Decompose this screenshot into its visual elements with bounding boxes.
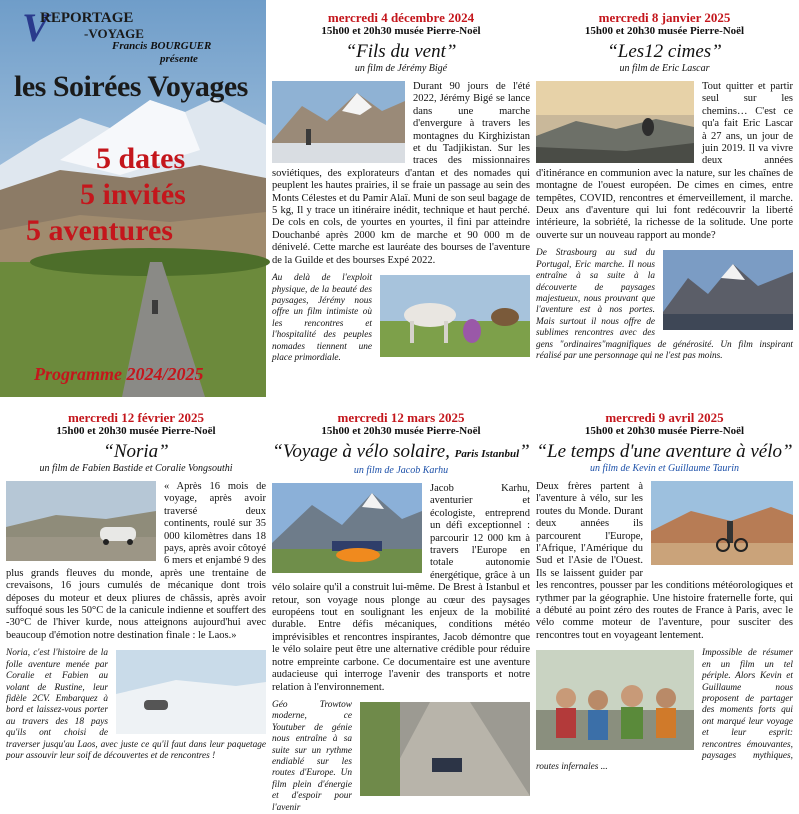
event-note-block <box>536 248 793 362</box>
programme-label: Programme 2024/2025 <box>34 364 204 384</box>
event-date: mercredi 4 décembre 2024 <box>327 10 475 25</box>
summit-sunset-photo <box>536 81 694 163</box>
snow-car-photo <box>116 650 266 734</box>
event-text: Tout quitter et partir seul sur les chemins… C'est ce qu'a fait Eric Lascar à 27 ans, un jour de juin 2019. Il va vivre deux années d'itinérance en communion avec la nature, sur les chaînes de montagne de l'ouest européen. De cimes en cimes, entre tempêtes, COVID, rencontres et émerveillement, il marche. Deux ans d'aventure qui lui font redécouvrir la liberté intérieure, la sobriété, la richesse de la solitude. Une porte ouverte sur un nouveau rapport au monde? <box>536 81 793 241</box>
event-text: Deux frères partent à l'aventure à vélo, sur les routes du Monde. Durant deux années ils parcourent l'Europe, l'Afrique, l'Amérique du Sud et l'Asie de l'Ouest. Ils se laissent guider par les rencontres, pousser par les conditions météorologiques et rythmer par la géographie. Une histoire fraternelle forte, qui a débuté au point zéro des routes de France à Paris, avec le vélo comme moteur de l'aventure, pour susciter des rencontres tout en voyageant lentement. <box>536 481 793 641</box>
event-date: mercredi 12 mars 2025 <box>337 410 465 425</box>
event-text: Durant 90 jours de l'été 2022, Jérémy Bigé se lance dans une marche d'envergure à travers les montagnes du Kirghizistan et du Tadjikistan. Sur les traces des missionnaires soviétiques, des explorateurs d'antan et des nomades qui peuplent les hautes prairies, il se fraie un passage au sein des Monts Célestes et du Pamir Alaï. Muni de son seul bagage de 5 kg, Il y trace un itinéraire inédit, technique et haut perché. De cols en cols, de yourtes en yourtes, il fini par atteindre Douchanbé après 2000 km de marche et 90 000 m de dénivelé. Cette marche est lauréate des bourses de l'aventure de la Guilde et des bourses Expé 2022. <box>272 81 530 266</box>
event-time: 15h00 et 20h30 musée Pierre-Noël <box>56 425 216 437</box>
mountain-hiker-photo <box>272 81 405 163</box>
event-credit: un film de Fabien Bastide et Coralie Vongsouthi <box>39 463 233 474</box>
event-note-block <box>536 648 793 773</box>
cover-author: Francis BOURGUER <box>112 40 212 52</box>
event-credit: un film de Kevin et Guillaume Taurin <box>589 463 740 474</box>
cover-panel <box>0 0 266 397</box>
event-note: De Strasbourg au sud du Portugal, Eric marche. Il nous entraîne à sa suite à la découverte de paysages majestueux, nous prouvant que l'aventure est à nos portes. Mais surtout il nous offre de sublimes rencontres avec des gens "ordinaires"magnifiques de générosité. Un film inspirant réalisé par une personnage qui ne l'est pas moins. <box>536 248 793 361</box>
tagline-dates: 5 dates <box>96 142 186 175</box>
event-panel-1 <box>272 10 530 395</box>
event-time: 15h00 et 20h30 musée Pierre-Noël <box>584 425 745 437</box>
event-credit: un film de Jérémy Bigé <box>354 63 448 74</box>
event-panel-4 <box>272 410 530 813</box>
desert-cyclist-photo <box>651 481 793 565</box>
horses-photo <box>380 275 530 357</box>
series-title: les Soirées Voyages <box>14 70 248 103</box>
solar-bike-photo <box>272 483 422 573</box>
event-time: 15h00 et 20h30 musée Pierre-Noël <box>321 425 481 437</box>
2cv-road-photo <box>6 481 156 561</box>
tagline-guests: 5 invités <box>80 178 186 211</box>
event-panel-3 <box>6 410 266 788</box>
event-time: 15h00 et 20h30 musée Pierre-Noël <box>584 25 745 37</box>
event-date: mercredi 8 janvier 2025 <box>598 10 731 25</box>
event-note: Noria, c'est l'histoire de la folle aventure menée par Coralie et Fabien au volant de Rustine, leur fidèle 2CV. Embarquez à bord et laissez-vous porter au travers des 18 pays qu'ils ont choisi de traverser jusqu'au Laos, avec juste ce qu'il faut dans leur paquetage pour assouvir leur soif de découvertes et de rencontres ! <box>6 648 266 761</box>
event-text: « Après 16 mois de voyage, après avoir traversé deux continents, roulé sur 35 000 kilomètres dans 18 pays, après avoir côtoyé 6 mers et enjambé 9 des plus grands fleuves du monde, après une trentaine de crevaisons, 16 jours cumulés de mécanique dont trois déposes du moteur et deux pliures de châssis, après avoir suffoqué sous les 50°C de la canicule indienne et souffert des -30°C de l'hiver kurde, nous atteignons aujourd'hui avec beaucoup d'émotion notre destination finale : le Laos.» <box>6 481 266 641</box>
event-title: “Les12 cimes” <box>607 41 722 62</box>
event-date: mercredi 9 avril 2025 <box>605 410 724 425</box>
group-photo <box>536 650 694 750</box>
event-time: 15h00 et 20h30 musée Pierre-Noël <box>321 25 481 37</box>
peaks-photo <box>663 250 793 330</box>
event-title: “Fils du vent” <box>345 41 457 62</box>
event-title: “Le temps d'une aventure à vélo” <box>536 441 793 462</box>
event-note: Au delà de l'exploit physique, de la beauté des paysages, Jérémy nous offre un film intimiste où les rencontres et l'hospitalité des peuples nomades tiennent une place primordiale. <box>272 273 372 363</box>
event-title-main: “Voyage à vélo solaire, <box>272 441 450 462</box>
brand-line1: REPORTAGE <box>40 10 134 26</box>
event-note-block <box>272 700 530 814</box>
solar-road-photo <box>360 702 530 796</box>
tagline-adventures: 5 aventures <box>26 214 173 247</box>
event-title: “Noria” <box>103 441 169 462</box>
event-title <box>272 441 530 465</box>
event-panel-5 <box>536 410 793 788</box>
cover-presents: présente <box>160 53 198 65</box>
event-note-block <box>6 648 266 762</box>
brand-line2: -VOYAGE <box>84 26 144 41</box>
event-note: Impossible de résumer en un film un tel périple. Alors Kevin et Guillaume nous proposent de partager des moments forts qui ont marqué leur voyage et leur esprit: rencontres émouvantes, paysages mythiques, routes infernales ... <box>536 648 793 773</box>
event-panel-2 <box>536 10 793 395</box>
event-note: Géo Trowtow moderne, ce Youtuber de génie nous entraîne à sa suite sur un rythme endiablé sur les routes d'Europe. Un film plein d'énergie et d'espoir pour l'avenir <box>272 699 352 813</box>
event-title-sub: Paris Istanbul <box>454 448 520 460</box>
event-credit: un film de Eric Lascar <box>619 63 710 74</box>
event-text: Jacob Karhu, aventurier et écologiste, entreprend un défi exceptionnel : parcourir 12 000 km à travers l'Europe en totale autonomie énergétique, grâce à un vélo solaire qu'il a construit lui-même. De Brest à Istanbul et retour, son voyage nous plonge au cœur des paysages européens tout en soulignant les enjeux de la mobilité durable. Entre défis mécaniques, conditions météo imprévisibles et rencontres inspirantes, Jacob démontre que le vélo solaire peut être une alternative crédible pour réduire notre empreinte carbone. Ce documentaire est une aventure audacieuse qui interroge l'avenir des transports et notre relation à l'environnement. <box>272 483 530 693</box>
event-credit: un film de Jacob Karhu <box>353 465 449 476</box>
event-title-end: ” <box>519 441 530 462</box>
event-date: mercredi 12 février 2025 <box>67 410 205 425</box>
event-note-block <box>272 273 530 364</box>
brand-v-icon: V <box>22 5 49 50</box>
